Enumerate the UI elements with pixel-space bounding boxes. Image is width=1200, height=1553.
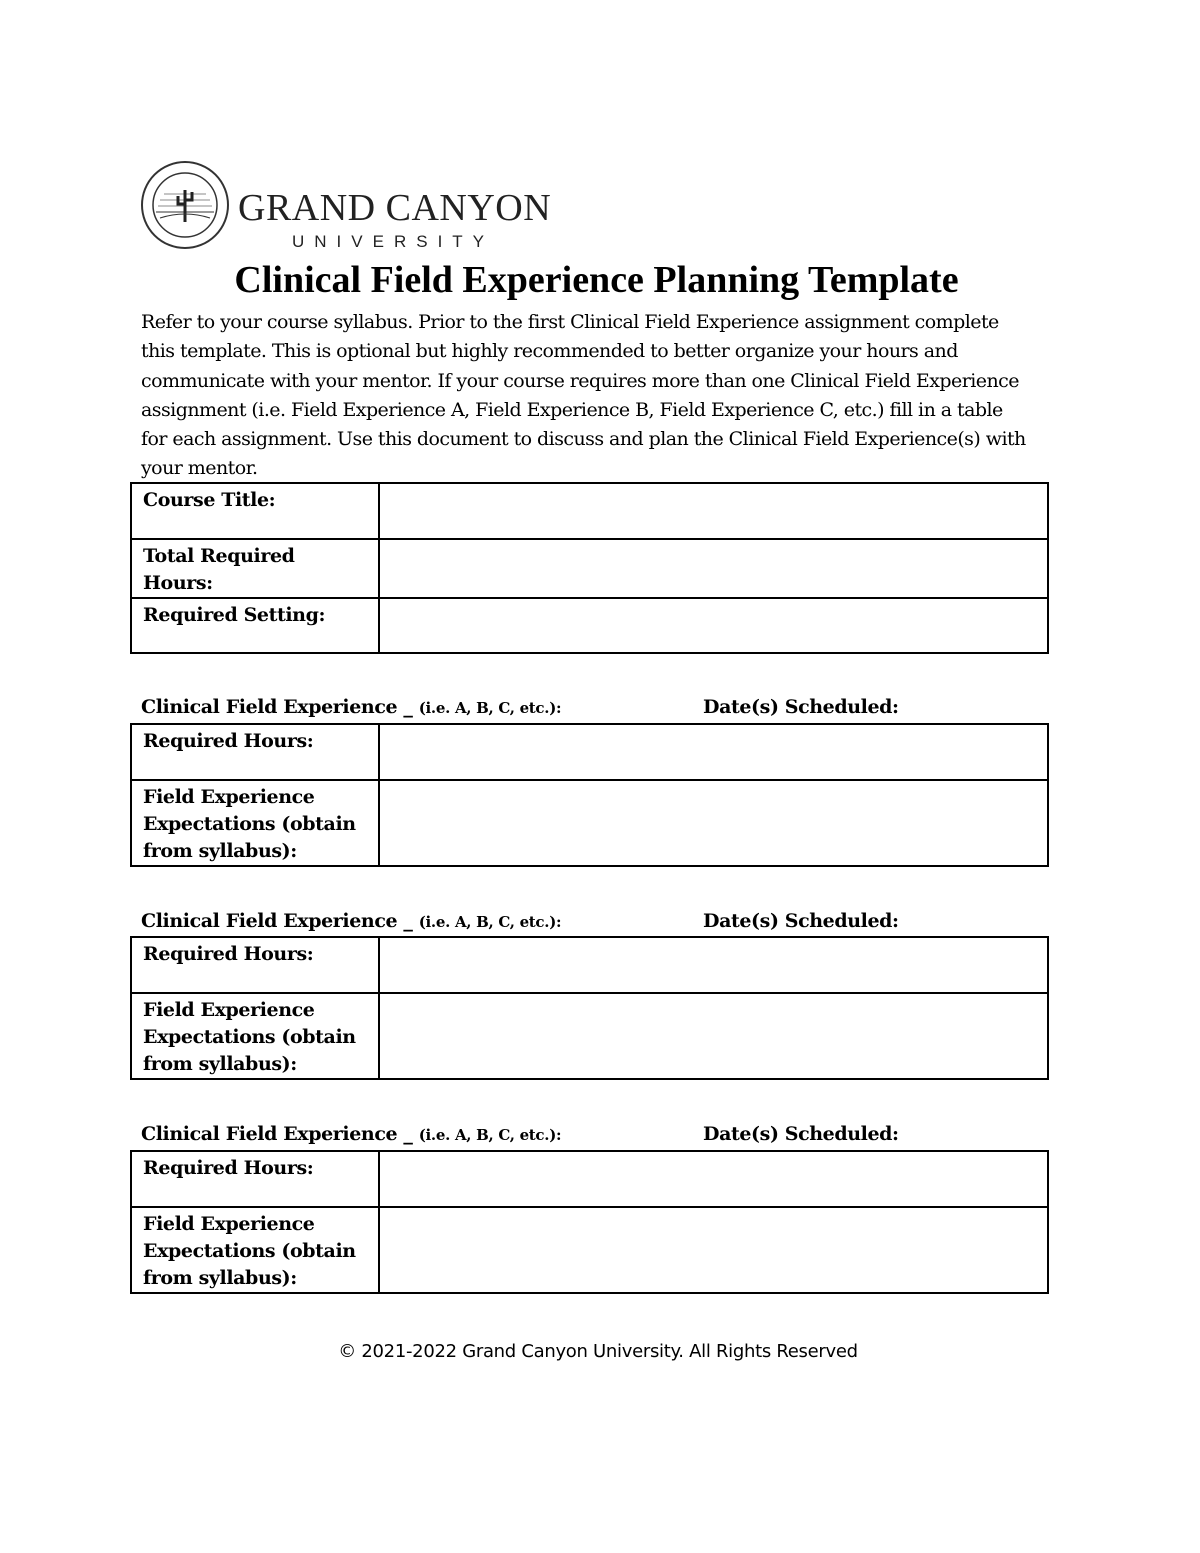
- experience-heading: [141, 910, 561, 932]
- experience-heading-note: (i.e. A, B, C, etc.):: [418, 913, 562, 931]
- intro-line: Refer to your course syllabus. Prior to the first Clinical Field Experience assignment complete: [141, 311, 999, 333]
- copyright-footer: © 2021-2022 Grand Canyon University. All Rights Reserved: [338, 1341, 858, 1362]
- course-title-field[interactable]: [379, 483, 1048, 539]
- expectations-label: Field Experience Expectations (obtain from syllabus):: [131, 780, 379, 866]
- table-row: [131, 1151, 1048, 1207]
- table-row: [131, 937, 1048, 993]
- experience-heading-note: (i.e. A, B, C, etc.):: [418, 1126, 562, 1144]
- total-required-hours-label: Total Required Hours:: [131, 539, 379, 598]
- course-info-table: [130, 482, 1049, 654]
- expectations-label: Field Experience Expectations (obtain from syllabus):: [131, 993, 379, 1079]
- university-subtitle: UNIVERSITY: [292, 232, 495, 251]
- university-name: GRAND CANYON: [238, 187, 552, 229]
- required-hours-label: Required Hours:: [131, 937, 379, 993]
- intro-line: communicate with your mentor. If your course requires more than one Clinical Field Experience: [141, 369, 1019, 392]
- dates-scheduled-label: Date(s) Scheduled:: [703, 1123, 899, 1145]
- intro-paragraph: [141, 308, 1071, 484]
- expectations-field[interactable]: [379, 780, 1048, 866]
- page-title: Clinical Field Experience Planning Template: [234, 259, 959, 301]
- required-hours-label: Required Hours:: [131, 724, 379, 780]
- required-hours-field[interactable]: [379, 937, 1048, 993]
- required-setting-label: Required Setting:: [131, 598, 379, 653]
- required-hours-field[interactable]: [379, 1151, 1048, 1207]
- table-row: [131, 483, 1048, 539]
- course-title-label: Course Title:: [131, 483, 379, 539]
- table-row: [131, 539, 1048, 598]
- table-row: [131, 780, 1048, 866]
- university-logo: [140, 160, 560, 252]
- required-setting-field[interactable]: [379, 598, 1048, 653]
- required-hours-field[interactable]: [379, 724, 1048, 780]
- experience-heading: [141, 696, 561, 718]
- required-hours-label: Required Hours:: [131, 1151, 379, 1207]
- intro-line: this template. This is optional but highly recommended to better organize your hours and: [141, 340, 958, 363]
- university-seal-icon: [140, 160, 230, 250]
- dates-scheduled-label: Date(s) Scheduled:: [703, 696, 899, 718]
- expectations-field[interactable]: [379, 1207, 1048, 1293]
- experience-heading-text: Clinical Field Experience _: [141, 910, 413, 932]
- experience-table: [130, 1150, 1049, 1294]
- expectations-label: Field Experience Expectations (obtain from syllabus):: [131, 1207, 379, 1293]
- experience-heading-text: Clinical Field Experience _: [141, 696, 413, 718]
- table-row: [131, 598, 1048, 653]
- experience-heading-text: Clinical Field Experience _: [141, 1123, 413, 1145]
- table-row: [131, 993, 1048, 1079]
- table-row: [131, 1207, 1048, 1293]
- table-row: [131, 724, 1048, 780]
- experience-table: [130, 723, 1049, 867]
- expectations-field[interactable]: [379, 993, 1048, 1079]
- intro-line: for each assignment. Use this document to discuss and plan the Clinical Field Experience(s) with: [141, 428, 1026, 451]
- experience-heading: [141, 1123, 561, 1145]
- dates-scheduled-label: Date(s) Scheduled:: [703, 910, 899, 932]
- experience-table: [130, 936, 1049, 1080]
- intro-line: assignment (i.e. Field Experience A, Field Experience B, Field Experience C, etc.) fill in a table: [141, 398, 1003, 421]
- total-required-hours-field[interactable]: [379, 539, 1048, 598]
- intro-line: your mentor.: [141, 457, 258, 480]
- experience-heading-note: (i.e. A, B, C, etc.):: [418, 699, 562, 717]
